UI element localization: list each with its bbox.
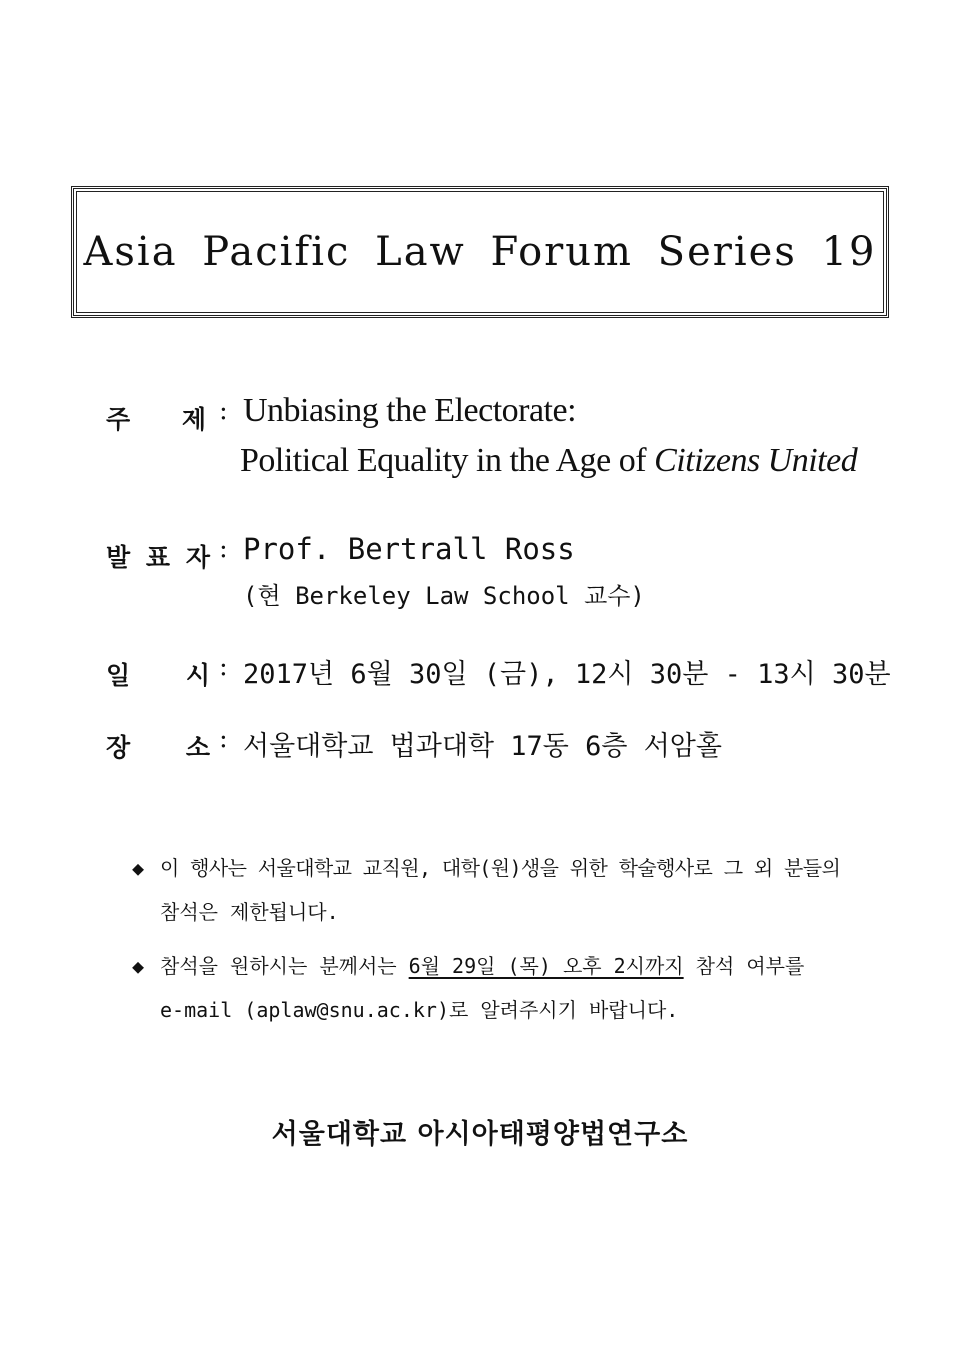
notes-section <box>130 846 900 1032</box>
topic-colon: : <box>219 396 228 426</box>
speaker-value <box>243 532 645 611</box>
diamond-bullet-icon: ◆ <box>132 954 145 978</box>
note-2-line-2: e-mail (aplaw@snu.ac.kr)로 알려주시기 바랍니다. <box>160 998 679 1022</box>
topic-value <box>240 392 858 480</box>
diamond-bullet-icon: ◆ <box>132 856 145 880</box>
note-1-line-2: 참석은 제한됩니다. <box>160 900 339 924</box>
datetime-value: 2017년 6월 30일 (금), 12시 30분 - 13시 30분 <box>243 659 891 690</box>
organizer-name: 서울대학교 아시아태평양법연구소 <box>271 1119 689 1150</box>
note-rsvp <box>130 944 900 1032</box>
rsvp-deadline: 6월 29일 (목) 오후 2시까지 <box>408 954 684 978</box>
venue-value: 서울대학교 법과대학 17동 6층 서암홀 <box>243 731 722 762</box>
speaker-label: 발 표 자 <box>106 543 210 572</box>
topic-line-1: Unbiasing the Electorate: <box>243 392 577 429</box>
speaker-affiliation: (현 Berkeley Law School 교수) <box>243 582 645 610</box>
datetime-label: 일 시 <box>106 661 210 690</box>
topic-label: 주 제 <box>106 405 206 434</box>
note-restriction <box>130 846 900 934</box>
title-box <box>71 186 889 318</box>
speaker-colon: : <box>219 534 228 564</box>
datetime-colon: : <box>219 652 228 682</box>
note-2-line-1: 참석을 원하시는 분께서는 6월 29일 (목) 오후 2시까지 참석 여부를 <box>160 954 805 978</box>
topic-italic-case: Citizens United <box>654 442 858 479</box>
forum-title: Asia Pacific Law Forum Series 19 <box>83 229 877 275</box>
note-1-line-1: 이 행사는 서울대학교 교직원, 대학(원)생을 위한 학술행사로 그 외 분들의 <box>160 856 841 880</box>
speaker-name: Prof. Bertrall Ross <box>243 532 575 566</box>
topic-line-2: Political Equality in the Age of Citizens United <box>240 442 858 479</box>
venue-label: 장 소 <box>106 733 210 762</box>
venue-colon: : <box>219 724 228 754</box>
